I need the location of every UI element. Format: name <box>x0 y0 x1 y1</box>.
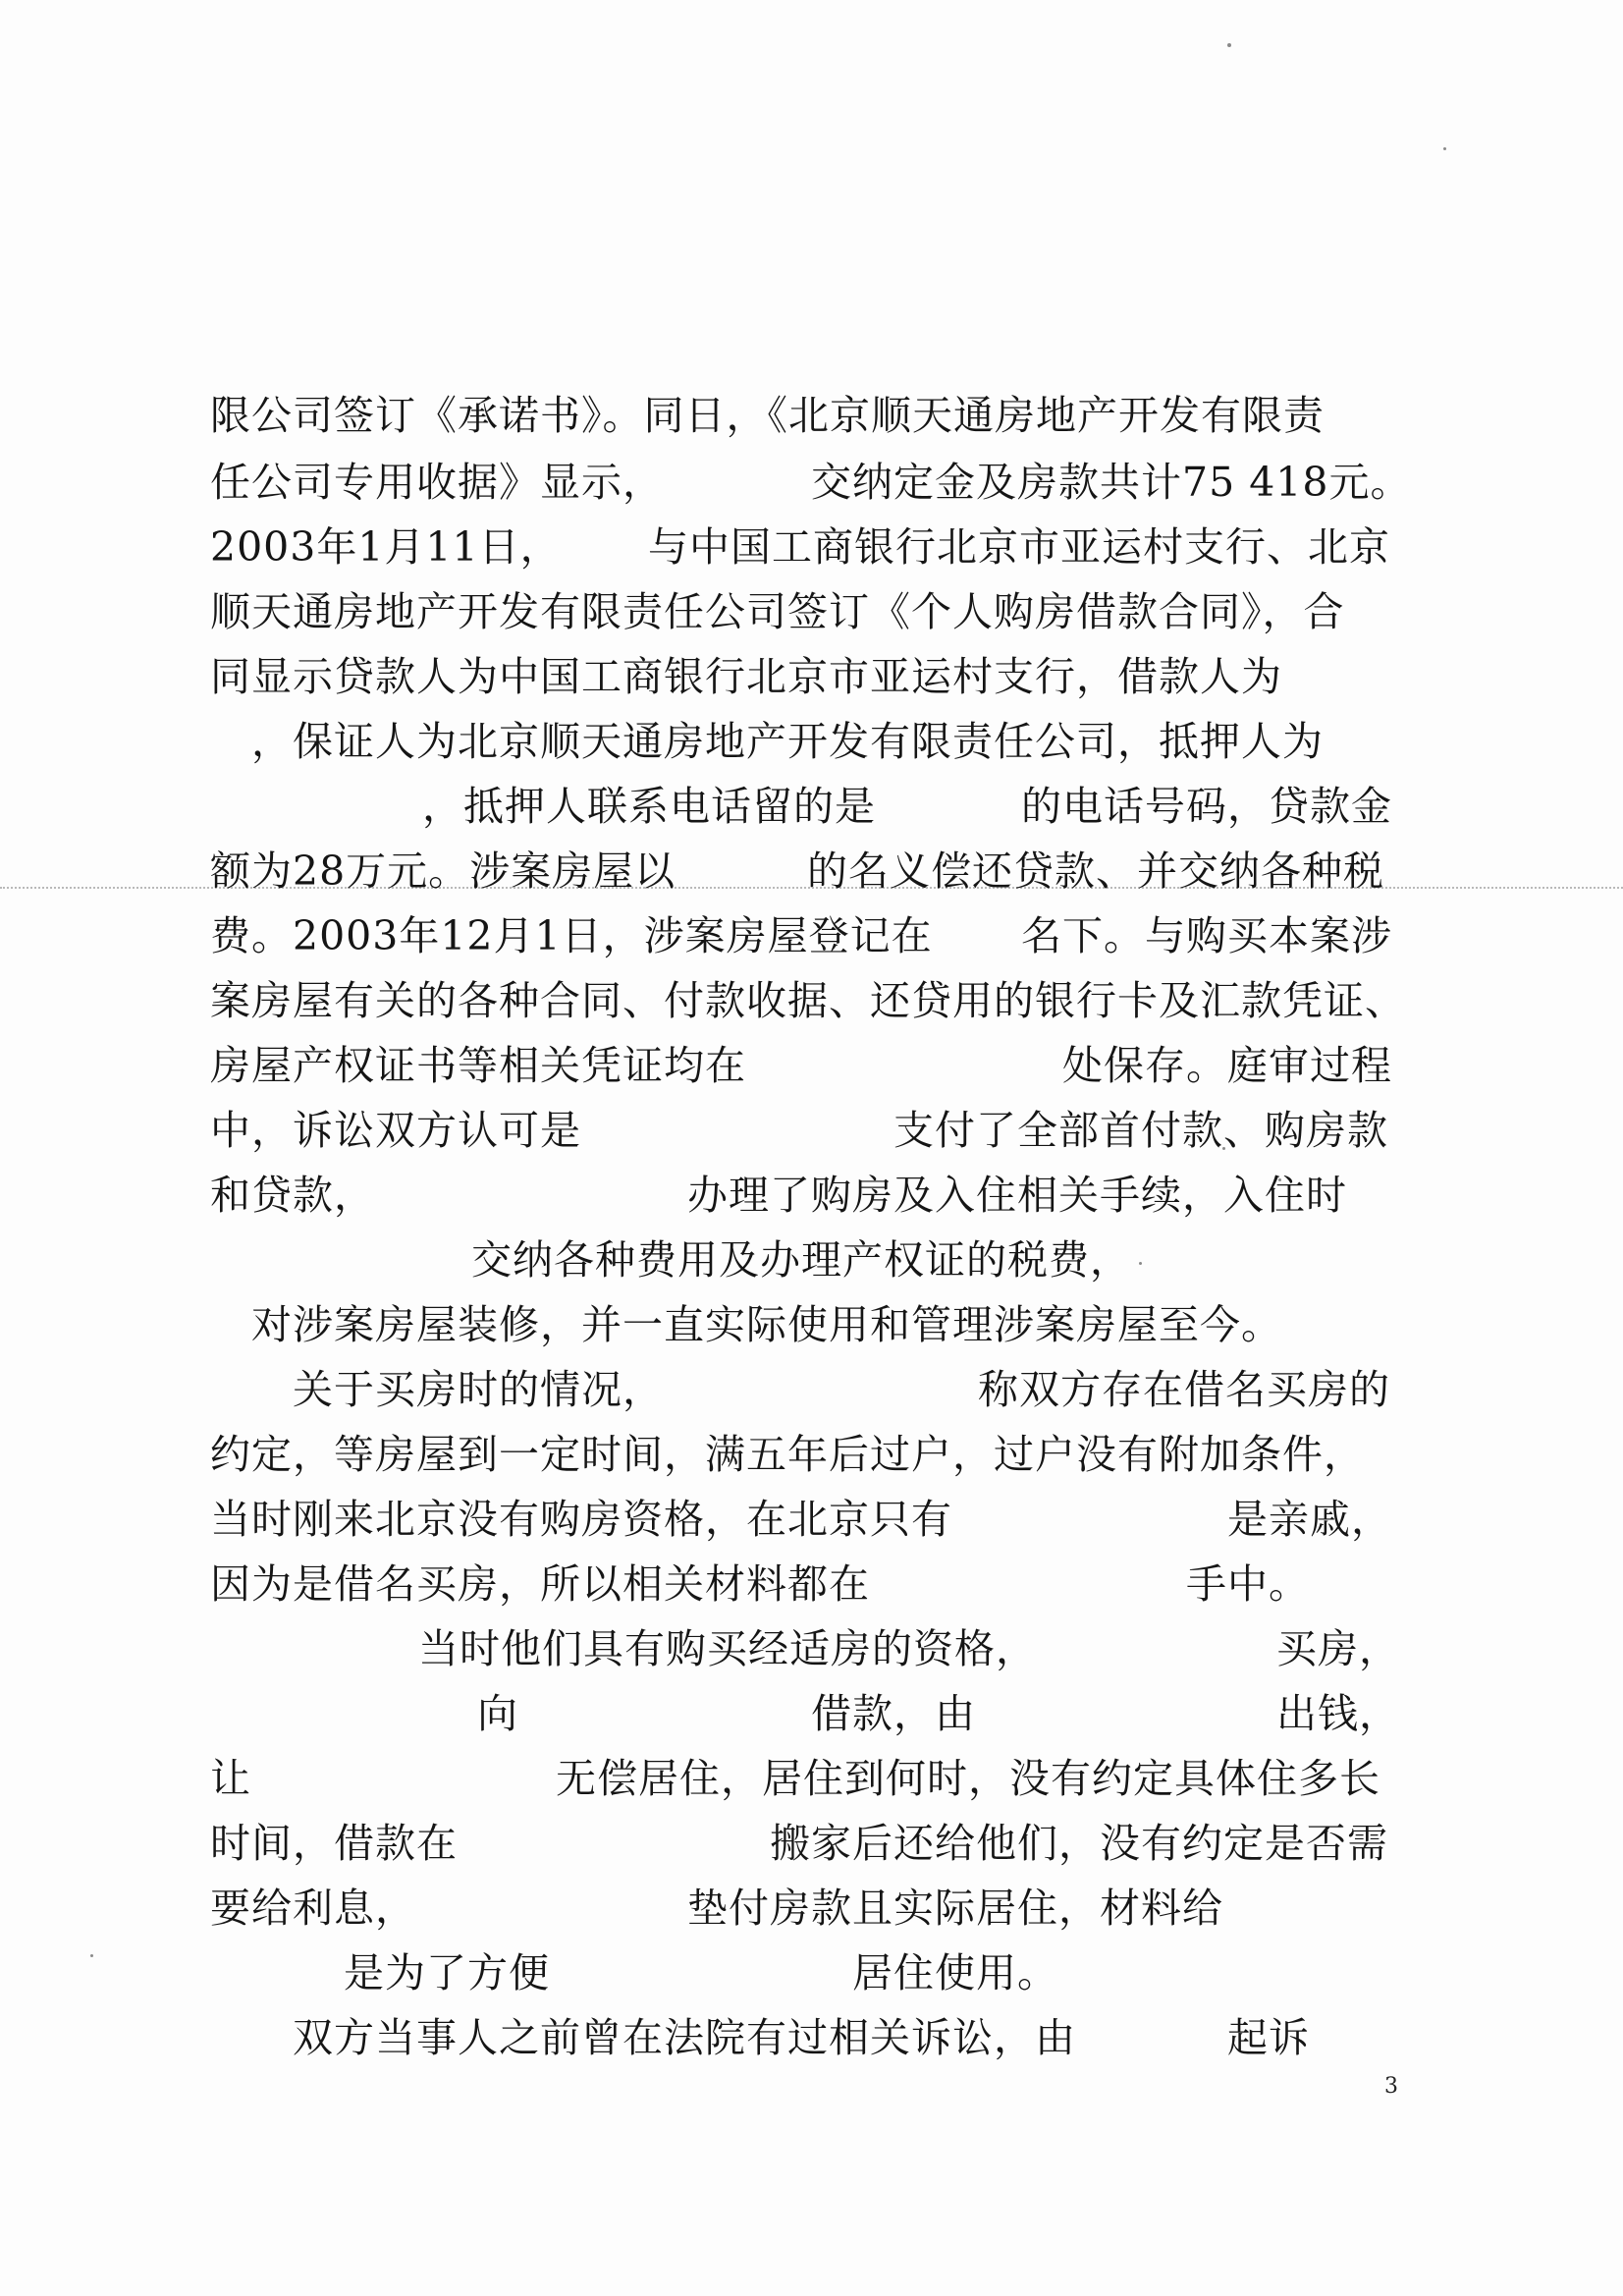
text-line <box>0 1616 1400 1681</box>
text-line <box>0 709 1324 774</box>
text-segment: 称双方存在借名买房的 <box>978 1366 1390 1413</box>
text-segment: 约定，等房屋到一定时间，满五年后过户，过户没有附加条件， <box>210 1431 1365 1478</box>
text-segment: 任公司专用收据》显示， <box>210 459 664 506</box>
text-segment: 当时他们具有购买经适房的资格， <box>418 1625 1037 1672</box>
text-segment: 手中。 <box>1186 1560 1310 1608</box>
text-line <box>0 1098 1388 1163</box>
text-line <box>0 1941 1058 2005</box>
text-line <box>0 774 1392 839</box>
scan-speck <box>1227 43 1231 47</box>
text-segment: 办理了购房及入住相关手续，入住时 <box>687 1172 1347 1219</box>
text-segment: 借款，由 <box>811 1690 976 1737</box>
text-segment: 是为了方便 <box>344 1949 550 1996</box>
text-line <box>0 1811 1388 1876</box>
text-line <box>0 579 1345 644</box>
text-segment: 名下。与购买本案涉 <box>1021 912 1392 959</box>
text-segment: 与中国工商银行北京市亚运村支行、北京 <box>648 523 1390 571</box>
text-line <box>0 1292 1282 1357</box>
text-line <box>0 1487 1392 1552</box>
text-line <box>0 1228 1131 1292</box>
scan-speck <box>90 1954 93 1957</box>
text-segment: 时间，借款在 <box>210 1820 458 1867</box>
text-segment: ，抵押人联系电话留的是 <box>422 783 876 830</box>
text-segment: 买房， <box>1276 1625 1400 1672</box>
text-segment: 支付了全部首付款、购房款 <box>893 1107 1388 1154</box>
text-line <box>0 644 1282 709</box>
scan-speck <box>1443 147 1446 150</box>
text-line <box>0 1033 1392 1098</box>
text-segment: 垫付房款且实际居住，材料给 <box>687 1885 1223 1932</box>
text-segment: 同显示贷款人为中国工商银行北京市亚运村支行，借款人为 <box>210 653 1282 700</box>
text-segment: 交纳各种费用及办理产权证的税费， <box>471 1236 1131 1284</box>
text-line <box>0 1876 1223 1941</box>
text-line <box>0 1681 1400 1746</box>
text-segment: 限公司签订《承诺书》。同日，《北京顺天通房地产开发有限责 <box>210 392 1325 439</box>
text-segment: 起诉 <box>1227 2014 1310 2061</box>
text-line <box>0 515 1390 579</box>
text-segment: 案房屋有关的各种合同、付款收据、还贷用的银行卡及汇款凭证、 <box>210 977 1406 1024</box>
text-segment: 双方当事人之前曾在法院有过相关诉讼，由 <box>293 2014 1076 2061</box>
text-line <box>0 903 1392 968</box>
text-segment: 的名义偿还贷款、并交纳各种税 <box>807 847 1384 895</box>
text-segment: 要给利息， <box>210 1885 416 1932</box>
text-segment: 向 <box>477 1690 518 1737</box>
page-number: 3 <box>1384 2074 1398 2099</box>
text-segment: 当时刚来北京没有购房资格，在北京只有 <box>210 1496 952 1543</box>
text-segment: 是亲戚， <box>1227 1496 1392 1543</box>
text-segment: 额为28万元。涉案房屋以 <box>210 847 676 895</box>
text-line <box>0 450 1412 515</box>
text-segment: 费。2003年12月1日，涉案房屋登记在 <box>210 912 933 959</box>
text-segment: ，保证人为北京顺天通房地产开发有限责任公司，抵押人为 <box>251 718 1324 765</box>
text-line <box>0 1422 1365 1487</box>
text-segment: 处保存。庭审过程 <box>1062 1042 1392 1089</box>
text-segment: 和贷款， <box>210 1172 375 1219</box>
text-segment: 2003年1月11日， <box>210 523 562 571</box>
text-segment: 对涉案房屋装修，并一直实际使用和管理涉案房屋至今。 <box>251 1301 1282 1348</box>
text-segment: 的电话号码，贷款金 <box>1021 783 1392 830</box>
text-segment: 房屋产权证书等相关凭证均在 <box>210 1042 746 1089</box>
text-segment: 居住使用。 <box>852 1949 1058 1996</box>
text-segment: 中，诉讼双方认可是 <box>210 1107 581 1154</box>
scan-speck <box>1139 1262 1142 1265</box>
text-line <box>0 839 1384 903</box>
text-segment: 无偿居住，居住到何时，没有约定具体住多长 <box>556 1755 1380 1802</box>
text-segment: 让 <box>210 1755 251 1802</box>
text-segment: 交纳定金及房款共计75 418元。 <box>811 459 1412 506</box>
text-segment: 出钱， <box>1276 1690 1400 1737</box>
text-line <box>0 1163 1347 1228</box>
text-line <box>0 383 1325 448</box>
text-line <box>0 1552 1310 1616</box>
text-line <box>0 2005 1310 2070</box>
text-segment: 关于买房时的情况， <box>293 1366 664 1413</box>
text-line <box>0 1746 1380 1811</box>
text-segment: 因为是借名买房，所以相关材料都在 <box>210 1560 870 1608</box>
text-segment: 搬家后还给他们，没有约定是否需 <box>770 1820 1388 1867</box>
text-line <box>0 968 1406 1033</box>
text-segment: 顺天通房地产开发有限责任公司签订《个人购房借款合同》，合 <box>210 588 1345 635</box>
text-line <box>0 1357 1390 1422</box>
